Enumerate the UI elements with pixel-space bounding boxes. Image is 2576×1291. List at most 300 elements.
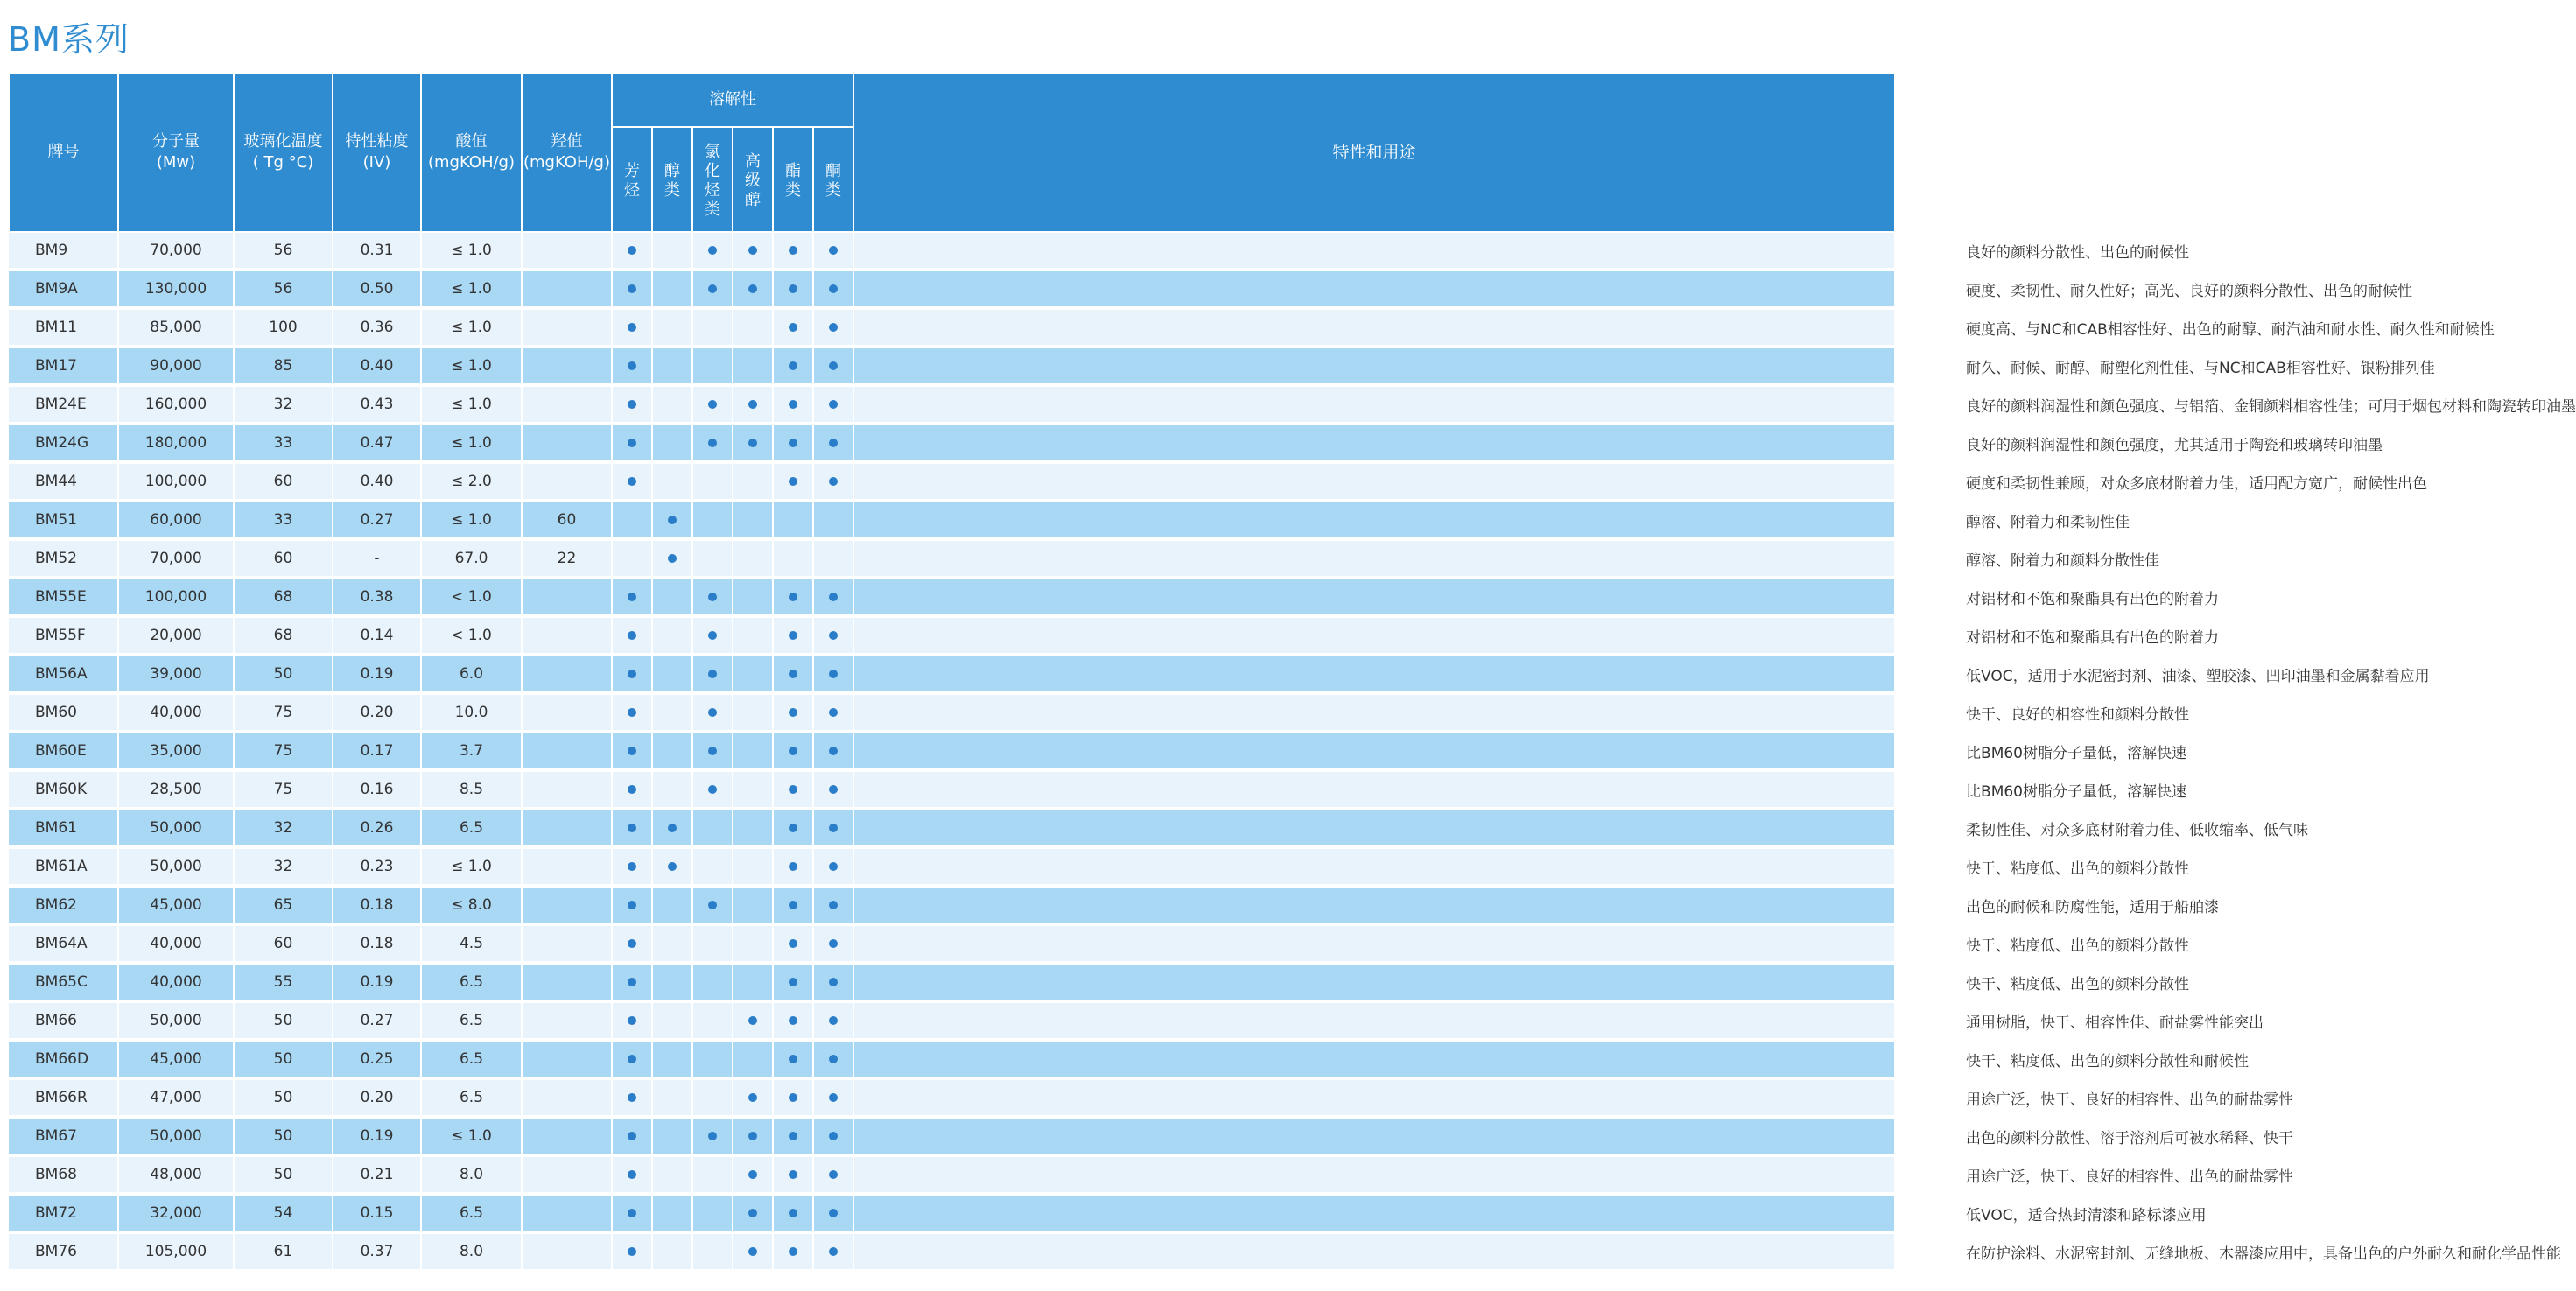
solubility-dot-icon	[628, 284, 636, 293]
cell-solubility-higher-alcohol	[733, 462, 773, 501]
solubility-dot-icon	[789, 939, 797, 948]
solubility-dot-icon	[789, 708, 797, 717]
solubility-dot-icon	[668, 862, 677, 871]
cell-uses	[853, 770, 2186, 809]
cell-solubility-chlorinated	[692, 232, 733, 270]
cell-solubility-ester	[773, 270, 813, 308]
cell-grade: BM17	[9, 347, 118, 385]
cell-solubility-ketone	[813, 232, 853, 270]
cell-solubility-chlorinated	[692, 655, 733, 693]
cell-iv: 0.40	[333, 347, 421, 385]
cell-solubility-higher-alcohol	[733, 578, 773, 616]
cell-acid-value: 6.5	[421, 1194, 522, 1232]
table-row	[9, 693, 1895, 732]
cell-iv: 0.15	[333, 1194, 421, 1232]
cell-tg: 55	[234, 963, 333, 1001]
cell-iv: 0.50	[333, 270, 421, 308]
solubility-dot-icon	[829, 439, 838, 447]
cell-solubility-alcohol	[652, 963, 692, 1001]
cell-hydroxyl-value	[522, 809, 612, 847]
cell-solubility-chlorinated	[692, 385, 733, 424]
cell-uses	[853, 539, 2160, 578]
solubility-dot-icon	[789, 1247, 797, 1256]
uses-text: 快干、粘度低、出色的颜料分散性和耐候性	[1966, 1052, 2250, 1070]
cell-uses	[853, 924, 2190, 963]
cell-solubility-chlorinated	[692, 770, 733, 809]
cell-solubility-ketone	[813, 462, 853, 501]
cell-hydroxyl-value	[522, 578, 612, 616]
cell-iv: 0.43	[333, 385, 421, 424]
table-row	[9, 385, 1895, 424]
cell-solubility-ketone	[813, 1117, 853, 1155]
cell-iv: 0.37	[333, 1232, 421, 1271]
cell-grade: BM55E	[9, 578, 118, 616]
solubility-dot-icon	[628, 708, 636, 717]
solubility-dot-icon	[829, 246, 838, 255]
header-solvent-ketone: 酮 类	[813, 127, 853, 232]
uses-text: 耐久、耐候、耐醇、耐塑化剂性佳、与NC和CAB相容性好、银粉排列佳	[1966, 359, 2435, 377]
cell-solubility-aromatic	[612, 232, 652, 270]
uses-text: 出色的耐候和防腐性能，适用于船舶漆	[1966, 898, 2220, 916]
cell-iv: 0.27	[333, 501, 421, 539]
solubility-dot-icon	[708, 439, 717, 447]
cell-iv: 0.26	[333, 809, 421, 847]
cell-tg: 60	[234, 462, 333, 501]
cell-solubility-ketone	[813, 424, 853, 462]
cell-solubility-aromatic	[612, 1232, 652, 1271]
solubility-dot-icon	[708, 670, 717, 678]
uses-text: 低VOC，适合热封清漆和路标漆应用	[1966, 1206, 2207, 1224]
cell-solubility-higher-alcohol	[733, 501, 773, 539]
cell-mw: 160,000	[118, 385, 234, 424]
cell-solubility-higher-alcohol	[733, 616, 773, 655]
header-hydroxyl: 羟值 (mgKOH/g)	[522, 73, 612, 232]
cell-solubility-chlorinated	[692, 1117, 733, 1155]
solubility-dot-icon	[628, 1055, 636, 1063]
cell-grade: BM9	[9, 232, 118, 270]
header-solvent-aromatic: 芳 烃	[612, 127, 652, 232]
cell-solubility-ester	[773, 501, 813, 539]
solubility-dot-icon	[628, 1209, 636, 1217]
cell-solubility-aromatic	[612, 1001, 652, 1040]
uses-text: 比BM60树脂分子量低，溶解快速	[1966, 744, 2186, 762]
solubility-dot-icon	[829, 593, 838, 601]
solubility-dot-icon	[628, 670, 636, 678]
cell-tg: 32	[234, 385, 333, 424]
table-row	[9, 809, 1895, 847]
cell-solubility-alcohol	[652, 539, 692, 578]
uses-text: 快干、粘度低、出色的颜料分散性	[1966, 975, 2190, 993]
cell-solubility-aromatic	[612, 809, 652, 847]
solubility-dot-icon	[789, 284, 797, 293]
uses-text: 出色的颜料分散性、溶于溶剂后可被水稀释、快干	[1966, 1129, 2294, 1147]
solubility-dot-icon	[708, 593, 717, 601]
cell-mw: 60,000	[118, 501, 234, 539]
cell-grade: BM24E	[9, 385, 118, 424]
cell-uses	[853, 886, 2220, 924]
cell-tg: 61	[234, 1232, 333, 1271]
solubility-dot-icon	[628, 477, 636, 486]
cell-solubility-chlorinated	[692, 1232, 733, 1271]
cell-solubility-higher-alcohol	[733, 385, 773, 424]
cell-iv: 0.40	[333, 462, 421, 501]
cell-solubility-aromatic	[612, 655, 652, 693]
cell-uses	[853, 963, 2190, 1001]
cell-solubility-aromatic	[612, 924, 652, 963]
cell-solubility-higher-alcohol	[733, 1078, 773, 1117]
cell-solubility-ester	[773, 963, 813, 1001]
cell-tg: 32	[234, 847, 333, 886]
solubility-dot-icon	[789, 361, 797, 370]
cell-tg: 75	[234, 770, 333, 809]
cell-solubility-ester	[773, 809, 813, 847]
uses-text: 用途广泛，快干、良好的相容性、出色的耐盐雾性	[1966, 1091, 2294, 1109]
solubility-dot-icon	[628, 593, 636, 601]
cell-solubility-alcohol	[652, 462, 692, 501]
cell-hydroxyl-value: 60	[522, 501, 612, 539]
cell-solubility-ketone	[813, 308, 853, 347]
cell-solubility-higher-alcohol	[733, 1155, 773, 1194]
solubility-dot-icon	[708, 400, 717, 409]
solubility-dot-icon	[668, 554, 677, 563]
cell-uses	[853, 1117, 2294, 1155]
solubility-dot-icon	[829, 978, 838, 986]
cell-solubility-ketone	[813, 347, 853, 385]
uses-text: 良好的颜料分散性、出色的耐候性	[1966, 243, 2190, 262]
cell-iv: 0.19	[333, 655, 421, 693]
cell-solubility-alcohol	[652, 693, 692, 732]
uses-text: 在防护涂料、水泥密封剂、无缝地板、木器漆应用中，具备出色的户外耐久和耐化学品性能	[1966, 1245, 2562, 1263]
cell-mw: 32,000	[118, 1194, 234, 1232]
cell-solubility-ketone	[813, 770, 853, 809]
cell-hydroxyl-value	[522, 886, 612, 924]
cell-acid-value: 3.7	[421, 732, 522, 770]
cell-solubility-alcohol	[652, 501, 692, 539]
cell-uses	[853, 385, 2576, 424]
cell-acid-value: ≤ 1.0	[421, 270, 522, 308]
cell-acid-value: 6.5	[421, 1078, 522, 1117]
cell-grade: BM76	[9, 1232, 118, 1271]
cell-hydroxyl-value	[522, 1078, 612, 1117]
header-solubility: 溶解性	[612, 73, 853, 127]
solubility-dot-icon	[748, 1016, 757, 1025]
cell-tg: 33	[234, 501, 333, 539]
cell-solubility-ester	[773, 732, 813, 770]
cell-solubility-alcohol	[652, 578, 692, 616]
cell-solubility-alcohol	[652, 270, 692, 308]
cell-iv: 0.20	[333, 1078, 421, 1117]
solubility-dot-icon	[829, 477, 838, 486]
header-solvent-higher-alcohol: 高 级 醇	[733, 127, 773, 232]
cell-solubility-aromatic	[612, 578, 652, 616]
cell-grade: BM9A	[9, 270, 118, 308]
cell-solubility-alcohol	[652, 232, 692, 270]
uses-text: 快干、良好的相容性和颜料分散性	[1966, 705, 2190, 724]
cell-hydroxyl-value	[522, 1232, 612, 1271]
cell-acid-value: 8.5	[421, 770, 522, 809]
uses-text: 良好的颜料润湿性和颜色强度，尤其适用于陶瓷和玻璃转印油墨	[1966, 436, 2383, 454]
cell-uses	[853, 1194, 2207, 1232]
cell-mw: 50,000	[118, 1117, 234, 1155]
cell-solubility-aromatic	[612, 385, 652, 424]
cell-iv: 0.17	[333, 732, 421, 770]
cell-solubility-alcohol	[652, 732, 692, 770]
cell-hydroxyl-value	[522, 770, 612, 809]
cell-solubility-chlorinated	[692, 424, 733, 462]
solubility-dot-icon	[628, 1016, 636, 1025]
header-mw: 分子量 (Mw)	[118, 73, 234, 232]
uses-text: 良好的颜料润湿性和颜色强度、与铝箔、金铜颜料相容性佳；可用于烟包材料和陶瓷转印油墨	[1966, 397, 2576, 416]
cell-solubility-ester	[773, 847, 813, 886]
cell-solubility-ester	[773, 424, 813, 462]
cell-acid-value: 8.0	[421, 1155, 522, 1194]
cell-solubility-aromatic	[612, 1194, 652, 1232]
solubility-dot-icon	[789, 439, 797, 447]
cell-solubility-ester	[773, 655, 813, 693]
solubility-dot-icon	[708, 1132, 717, 1140]
solubility-dot-icon	[628, 824, 636, 832]
cell-tg: 75	[234, 732, 333, 770]
cell-grade: BM52	[9, 539, 118, 578]
cell-uses	[853, 1040, 2250, 1078]
solubility-dot-icon	[829, 1247, 838, 1256]
cell-solubility-chlorinated	[692, 693, 733, 732]
table-row	[9, 732, 1895, 770]
solubility-dot-icon	[668, 516, 677, 524]
cell-solubility-chlorinated	[692, 1040, 733, 1078]
table-row	[9, 308, 1895, 347]
cell-tg: 100	[234, 308, 333, 347]
cell-solubility-chlorinated	[692, 1078, 733, 1117]
cell-uses	[853, 270, 2413, 308]
cell-solubility-alcohol	[652, 1040, 692, 1078]
solubility-dot-icon	[829, 824, 838, 832]
cell-mw: 85,000	[118, 308, 234, 347]
solubility-dot-icon	[708, 901, 717, 909]
cell-iv: 0.18	[333, 924, 421, 963]
cell-solubility-ketone	[813, 847, 853, 886]
cell-solubility-alcohol	[652, 347, 692, 385]
cell-mw: 40,000	[118, 963, 234, 1001]
solubility-dot-icon	[748, 246, 757, 255]
cell-acid-value: ≤ 8.0	[421, 886, 522, 924]
cell-solubility-higher-alcohol	[733, 539, 773, 578]
cell-solubility-aromatic	[612, 963, 652, 1001]
cell-grade: BM55F	[9, 616, 118, 655]
solubility-dot-icon	[789, 862, 797, 871]
solubility-dot-icon	[628, 631, 636, 640]
solubility-dot-icon	[789, 785, 797, 794]
solubility-dot-icon	[829, 361, 838, 370]
cell-acid-value: 8.0	[421, 1232, 522, 1271]
cell-solubility-aromatic	[612, 462, 652, 501]
cell-hydroxyl-value	[522, 655, 612, 693]
cell-tg: 50	[234, 1001, 333, 1040]
cell-solubility-higher-alcohol	[733, 847, 773, 886]
cell-tg: 50	[234, 1155, 333, 1194]
cell-tg: 60	[234, 924, 333, 963]
cell-iv: 0.27	[333, 1001, 421, 1040]
solubility-dot-icon	[628, 439, 636, 447]
cell-solubility-alcohol	[652, 809, 692, 847]
cell-solubility-higher-alcohol	[733, 655, 773, 693]
solubility-dot-icon	[668, 824, 677, 832]
cell-solubility-alcohol	[652, 1232, 692, 1271]
cell-solubility-alcohol	[652, 1078, 692, 1117]
cell-hydroxyl-value	[522, 270, 612, 308]
uses-text: 快干、粘度低、出色的颜料分散性	[1966, 859, 2190, 878]
cell-grade: BM68	[9, 1155, 118, 1194]
cell-solubility-ketone	[813, 270, 853, 308]
cell-solubility-chlorinated	[692, 1194, 733, 1232]
cell-hydroxyl-value	[522, 385, 612, 424]
cell-solubility-chlorinated	[692, 732, 733, 770]
solubility-dot-icon	[628, 323, 636, 332]
cell-mw: 40,000	[118, 693, 234, 732]
cell-iv: 0.36	[333, 308, 421, 347]
cell-uses	[853, 347, 2435, 385]
cell-solubility-alcohol	[652, 1001, 692, 1040]
solubility-dot-icon	[708, 631, 717, 640]
cell-acid-value: ≤ 1.0	[421, 308, 522, 347]
cell-solubility-ketone	[813, 501, 853, 539]
cell-solubility-ketone	[813, 1155, 853, 1194]
cell-mw: 40,000	[118, 924, 234, 963]
cell-uses	[853, 424, 2383, 462]
product-table	[8, 72, 2576, 1273]
cell-iv: 0.16	[333, 770, 421, 809]
cell-uses	[853, 847, 2190, 886]
cell-grade: BM62	[9, 886, 118, 924]
cell-solubility-chlorinated	[692, 1001, 733, 1040]
cell-hydroxyl-value	[522, 732, 612, 770]
cell-uses	[853, 1155, 2294, 1194]
solubility-dot-icon	[628, 939, 636, 948]
cell-solubility-chlorinated	[692, 578, 733, 616]
cell-solubility-ketone	[813, 924, 853, 963]
solubility-dot-icon	[708, 785, 717, 794]
solubility-dot-icon	[789, 246, 797, 255]
cell-iv: 0.31	[333, 232, 421, 270]
cell-solubility-aromatic	[612, 1040, 652, 1078]
cell-solubility-chlorinated	[692, 847, 733, 886]
solubility-dot-icon	[829, 708, 838, 717]
cell-solubility-aromatic	[612, 270, 652, 308]
solubility-dot-icon	[829, 785, 838, 794]
solubility-dot-icon	[789, 631, 797, 640]
cell-acid-value: ≤ 1.0	[421, 424, 522, 462]
cell-hydroxyl-value	[522, 1155, 612, 1194]
cell-uses	[853, 501, 2130, 539]
cell-grade: BM60	[9, 693, 118, 732]
uses-text: 醇溶、附着力和颜料分散性佳	[1966, 551, 2160, 570]
cell-tg: 68	[234, 616, 333, 655]
cell-grade: BM51	[9, 501, 118, 539]
cell-grade: BM44	[9, 462, 118, 501]
solubility-dot-icon	[628, 747, 636, 755]
cell-mw: 100,000	[118, 462, 234, 501]
cell-acid-value: 10.0	[421, 693, 522, 732]
cell-solubility-higher-alcohol	[733, 270, 773, 308]
cell-grade: BM66R	[9, 1078, 118, 1117]
cell-grade: BM67	[9, 1117, 118, 1155]
cell-solubility-alcohol	[652, 886, 692, 924]
cell-solubility-higher-alcohol	[733, 1040, 773, 1078]
cell-solubility-chlorinated	[692, 616, 733, 655]
solubility-dot-icon	[748, 1132, 757, 1140]
solubility-dot-icon	[789, 901, 797, 909]
cell-solubility-chlorinated	[692, 539, 733, 578]
table-row	[9, 963, 1895, 1001]
table-row	[9, 1155, 1895, 1194]
cell-solubility-aromatic	[612, 308, 652, 347]
cell-solubility-higher-alcohol	[733, 732, 773, 770]
cell-tg: 50	[234, 655, 333, 693]
cell-mw: 50,000	[118, 809, 234, 847]
cell-tg: 56	[234, 270, 333, 308]
cell-solubility-alcohol	[652, 385, 692, 424]
cell-hydroxyl-value	[522, 462, 612, 501]
solubility-dot-icon	[829, 1016, 838, 1025]
cell-solubility-ketone	[813, 655, 853, 693]
cell-solubility-alcohol	[652, 616, 692, 655]
solubility-dot-icon	[829, 400, 838, 409]
cell-solubility-aromatic	[612, 347, 652, 385]
cell-hydroxyl-value	[522, 1040, 612, 1078]
table-row	[9, 462, 1895, 501]
cell-mw: 50,000	[118, 1001, 234, 1040]
cell-mw: 47,000	[118, 1078, 234, 1117]
cell-solubility-alcohol	[652, 424, 692, 462]
cell-acid-value: ≤ 1.0	[421, 501, 522, 539]
cell-grade: BM72	[9, 1194, 118, 1232]
cell-solubility-ketone	[813, 886, 853, 924]
cell-uses	[853, 578, 2220, 616]
cell-uses	[853, 462, 2428, 501]
uses-text: 醇溶、附着力和柔韧性佳	[1966, 513, 2130, 531]
cell-mw: 28,500	[118, 770, 234, 809]
cell-solubility-ester	[773, 616, 813, 655]
cell-solubility-chlorinated	[692, 462, 733, 501]
cell-solubility-alcohol	[652, 770, 692, 809]
cell-acid-value: ≤ 1.0	[421, 232, 522, 270]
cell-tg: 50	[234, 1078, 333, 1117]
cell-iv: 0.14	[333, 616, 421, 655]
solubility-dot-icon	[628, 1132, 636, 1140]
cell-mw: 105,000	[118, 1232, 234, 1271]
cell-iv: 0.25	[333, 1040, 421, 1078]
header-solvent-chlorinated: 氯 化 烃 类	[692, 127, 733, 232]
solubility-dot-icon	[789, 323, 797, 332]
header-grade: 牌号	[9, 73, 118, 232]
solubility-dot-icon	[628, 1247, 636, 1256]
cell-solubility-ester	[773, 924, 813, 963]
cell-grade: BM60K	[9, 770, 118, 809]
cell-tg: 65	[234, 886, 333, 924]
solubility-dot-icon	[829, 323, 838, 332]
solubility-dot-icon	[829, 1209, 838, 1217]
cell-tg: 54	[234, 1194, 333, 1232]
cell-solubility-ester	[773, 578, 813, 616]
cell-solubility-higher-alcohol	[733, 1232, 773, 1271]
solubility-dot-icon	[628, 978, 636, 986]
cell-uses	[853, 232, 2190, 270]
cell-solubility-higher-alcohol	[733, 424, 773, 462]
solubility-dot-icon	[628, 400, 636, 409]
solubility-dot-icon	[748, 284, 757, 293]
solubility-dot-icon	[829, 284, 838, 293]
cell-acid-value: ≤ 1.0	[421, 347, 522, 385]
